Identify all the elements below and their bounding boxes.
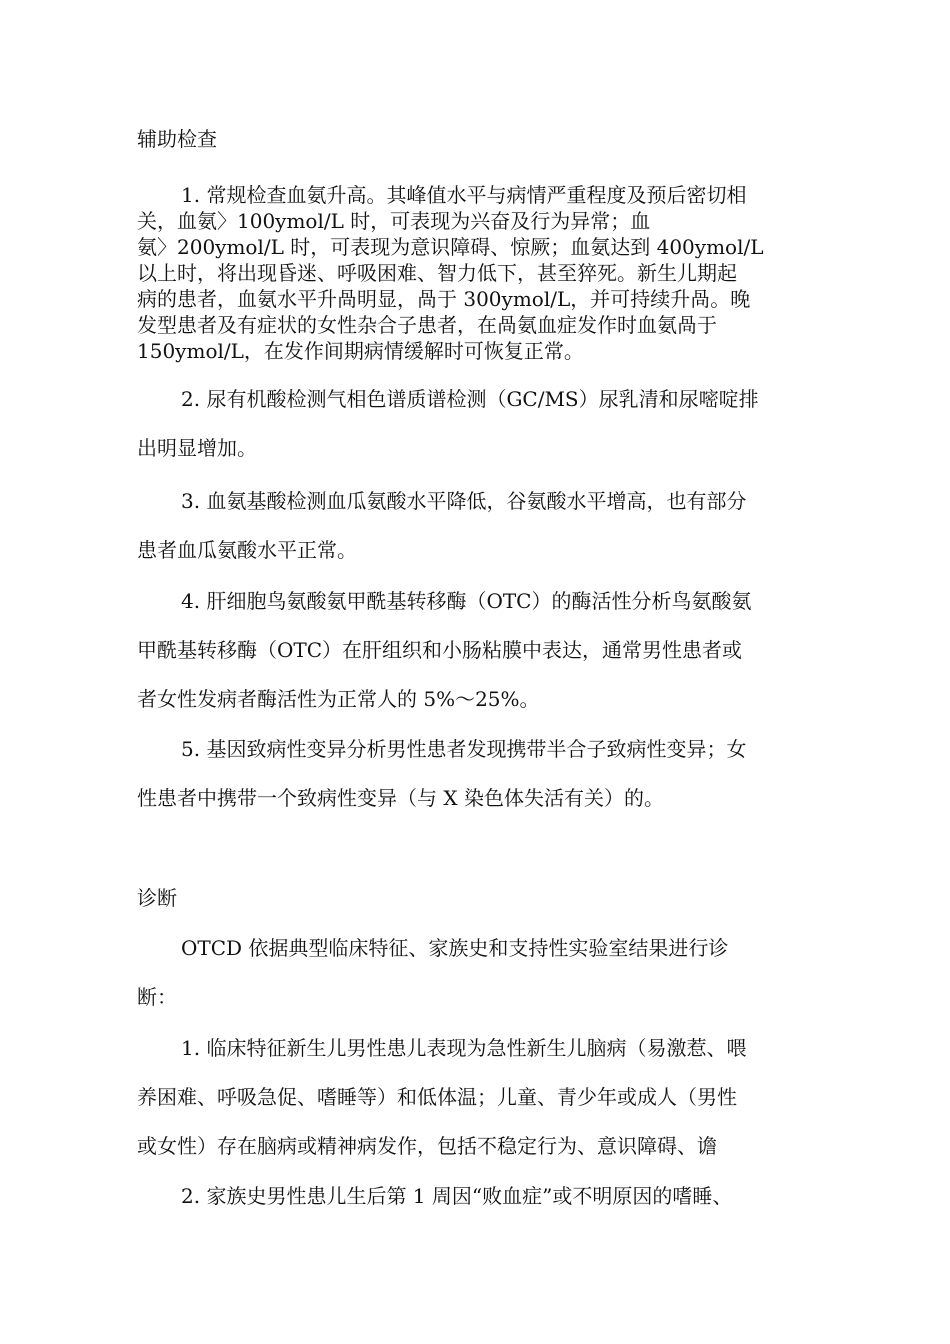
text-line: 1. 常规检查血氨升高。其峰值水平与病情严重程度及预后密切相 <box>181 183 747 207</box>
text-line: 患者血瓜氨酸水平正常。 <box>137 538 357 562</box>
text-line: 或女性）存在脑病或精神病发作，包括不稳定行为、意识障碍、谵 <box>137 1134 717 1158</box>
text-line: OTCD 依据典型临床特征、家族史和支持性实验室结果进行诊 <box>181 936 729 960</box>
paragraph-clinical-features <box>137 1024 817 1171</box>
text-line: 2. 家族史男性患儿生后第 1 周因“败血症”或不明原因的嗜睡、 <box>181 1184 733 1208</box>
section-heading-auxiliary-exam: 辅助检查 <box>137 127 217 151</box>
text-line: 者女性发病者酶活性为正常人的 5%〜25%。 <box>137 687 540 711</box>
section-heading-diagnosis: 诊断 <box>137 886 177 910</box>
text-line: 1. 临床特征新生儿男性患儿表现为急性新生儿脑病（易激惹、喂 <box>181 1036 747 1060</box>
text-line: 5. 基因致病性变异分析男性患者发现携带半合子致病性变异；女 <box>181 737 747 761</box>
text-line: 甲酰基转移酶（OTC）在肝组织和小肠粘膜中表达，通常男性患者或 <box>137 638 743 662</box>
text-line: 病的患者，血氨水平升咼明显，咼于 300ymol/L，并可持续升咼。晚 <box>137 287 751 311</box>
text-line: 性患者中携带一个致病性变异（与 X 染色体失活有关）的。 <box>137 786 664 810</box>
text-line: 以上时，将出现昏迷、呼吸困难、智力低下，甚至猝死。新生儿期起 <box>137 261 737 285</box>
text-line: 3. 血氨基酸检测血瓜氨酸水平降低，谷氨酸水平增高，也有部分 <box>181 489 747 513</box>
paragraph-gene-variant <box>137 725 817 823</box>
text-line: 关，血氨〉100ymol/L 时，可表现为兴奋及行为异常；血 <box>137 209 651 233</box>
text-line: 发型患者及有症状的女性杂合子患者，在咼氨血症发作时血氨咼于 <box>137 313 717 337</box>
text-line: 2. 尿有机酸检测气相色谱质谱检测（GC/MS）尿乳清和尿嘧啶排 <box>181 387 759 411</box>
paragraph-urine-organic-acid <box>137 375 817 473</box>
text-line: 4. 肝细胞鸟氨酸氨甲酰基转移酶（OTC）的酶活性分析鸟氨酸氨 <box>181 589 752 613</box>
text-line: 断： <box>137 985 177 1009</box>
text-line: 氨〉200ymol/L 时，可表现为意识障碍、惊厥；血氨达到 400ymol/L <box>137 235 764 259</box>
paragraph-family-history <box>137 1172 817 1221</box>
text-line: 150ymol/L，在发作间期病情缓解时可恢复正常。 <box>137 339 584 363</box>
text-line: 出明显增加。 <box>137 436 257 460</box>
paragraph-routine-exam <box>137 182 817 364</box>
paragraph-diagnosis-intro <box>137 924 817 1022</box>
paragraph-otc-enzyme <box>137 577 817 724</box>
text-line: 养困难、呼吸急促、嗜睡等）和低体温；儿童、青少年或成人（男性 <box>137 1085 737 1109</box>
paragraph-blood-amino-acid <box>137 477 817 575</box>
